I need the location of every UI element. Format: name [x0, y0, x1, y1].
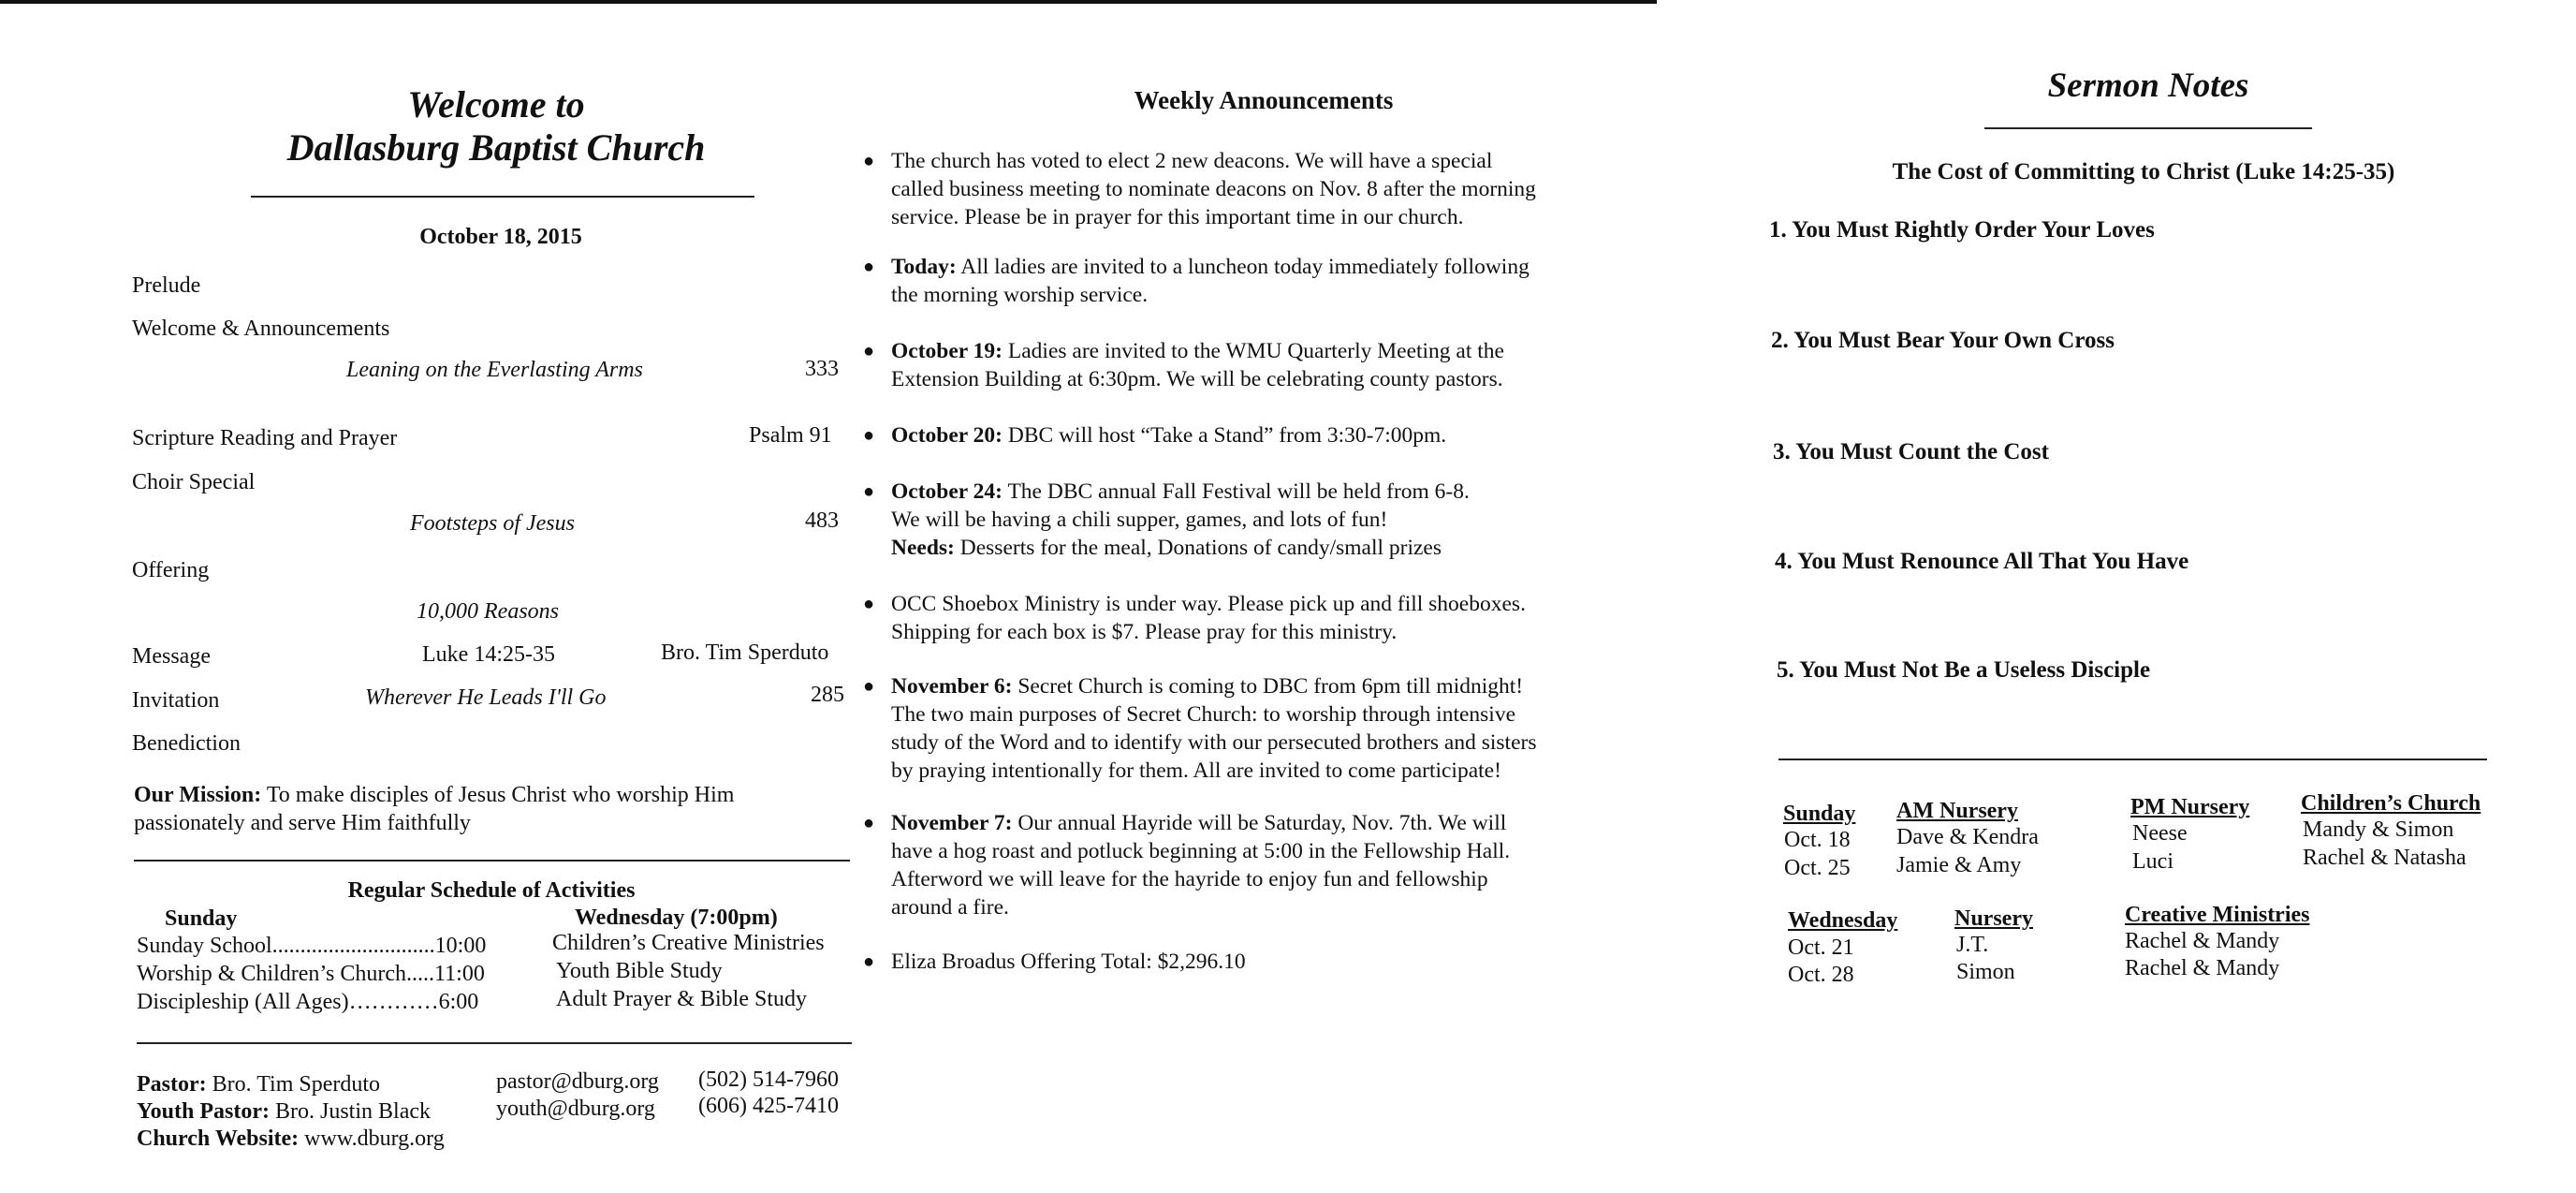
announcement-label: Today: [891, 255, 957, 279]
schedule-sunday-item: Discipleship (All Ages)…………6:00 [137, 990, 479, 1014]
title-divider [251, 196, 754, 198]
church-website: www.dburg.org [299, 1127, 445, 1151]
hymn-2-title: Footsteps of Jesus [410, 511, 575, 536]
sunday-date: Oct. 25 [1784, 856, 1851, 880]
website-line [137, 1127, 445, 1152]
schedule-sunday-item: Worship & Children’s Church.....11:00 [137, 962, 485, 986]
pm-nursery-header: PM Nursery [2130, 795, 2250, 819]
needs-text: Desserts for the meal, Donations of candy/small prizes [954, 536, 1442, 560]
pastor-label: Pastor: [137, 1072, 207, 1097]
creative-ministries-volunteer: Rachel & Mandy [2125, 956, 2280, 980]
website-label: Church Website: [137, 1127, 300, 1151]
wednesday-nursery-volunteer: J.T. [1956, 933, 1989, 957]
sermon-title-divider [1984, 127, 2312, 129]
invitation-song: Wherever He Leads I'll Go [365, 685, 607, 710]
mission-text-line1: To make disciples of Jesus Christ who worship Him [261, 783, 735, 807]
schedule-wednesday-item: Youth Bible Study [556, 959, 723, 983]
announcement-item [863, 948, 1640, 976]
welcome-title-line1: Welcome to [407, 83, 585, 125]
schedule-title: Regular Schedule of Activities [347, 878, 636, 903]
sermon-subtitle: The Cost of Committing to Christ (Luke 14:25-35) [1892, 159, 2395, 184]
bullet-icon: ● [863, 951, 875, 972]
announcement-text: Secret Church is coming to DBC from 6pm till midnight! The two main purposes of Secret Church: to worship through intensive study of the Word and to identify with our persecuted brothers and sisters by praying intentionally for them. All are invited to come participate! [891, 674, 1537, 783]
hymn-1-title: Leaning on the Everlasting Arms [346, 358, 643, 382]
pastor-email: pastor@dburg.org [496, 1069, 659, 1094]
sermon-point: 1. You Must Rightly Order Your Loves [1769, 217, 2155, 243]
bullet-icon: ● [863, 341, 875, 361]
childrens-church-volunteer: Mandy & Simon [2303, 817, 2454, 842]
order-benediction: Benediction [132, 731, 241, 756]
invitation-number: 285 [811, 683, 844, 707]
order-invitation: Invitation [132, 688, 220, 713]
sermon-point: 3. You Must Count the Cost [1773, 439, 2049, 464]
bullet-icon: ● [863, 813, 875, 833]
childrens-church-header: Children’s Church [2301, 791, 2481, 816]
announcement-text: The DBC annual Fall Festival will be held from 6-8. We will be having a chili supper, games, and lots of fun! [891, 479, 1470, 532]
announcement-item [863, 672, 1640, 785]
youth-pastor-phone: (606) 425-7410 [698, 1094, 839, 1118]
wednesday-date: Oct. 28 [1788, 963, 1854, 987]
announcement-item [863, 590, 1640, 646]
announcement-text: OCC Shoebox Ministry is under way. Please pick up and fill shoeboxes. Shipping for each box is $7. Please pray for this ministry. [891, 592, 1526, 644]
pastor-name: Bro. Tim Sperduto [206, 1072, 381, 1097]
announcement-label: November 6: [891, 674, 1013, 699]
bullet-icon: ● [863, 481, 875, 502]
announcement-label: November 7: [891, 811, 1013, 835]
pm-nursery-volunteer: Luci [2132, 849, 2174, 874]
scripture-reference: Psalm 91 [749, 423, 832, 448]
offering-song: 10,000 Reasons [417, 599, 559, 624]
message-reference: Luke 14:25-35 [422, 642, 555, 667]
bullet-icon: ● [863, 257, 875, 277]
announcement-text: The church has voted to elect 2 new deacons. We will have a special called business meeting to nominate deacons on Nov. 8 after the morning service. Please be in prayer for this important time in our church. [891, 149, 1536, 229]
schedule-sunday-header: Sunday [165, 906, 238, 931]
announcement-item [863, 809, 1640, 921]
pastor-phone: (502) 514-7960 [698, 1068, 839, 1092]
bulletin-date: October 18, 2015 [419, 225, 582, 249]
volunteers-divider [1778, 759, 2487, 760]
sermon-point: 2. You Must Bear Your Own Cross [1771, 328, 2115, 353]
pastor-line [137, 1072, 380, 1097]
schedule-sunday-item: Sunday School.............................10:00 [137, 934, 487, 958]
schedule-wednesday-item: Children’s Creative Ministries [552, 931, 825, 955]
bullet-icon: ● [863, 151, 875, 171]
youth-pastor-label: Youth Pastor: [137, 1099, 270, 1124]
mission-statement [134, 781, 734, 837]
mission-text-line2: passionately and serve Him faithfully [134, 811, 471, 835]
welcome-title-line2: Dallasburg Baptist Church [286, 126, 706, 169]
youth-pastor-line [137, 1099, 431, 1125]
am-nursery-header: AM Nursery [1896, 799, 2018, 823]
order-message: Message [132, 644, 211, 669]
message-speaker: Bro. Tim Sperduto [661, 641, 829, 665]
needs-label: Needs: [891, 536, 955, 560]
order-offering: Offering [132, 558, 210, 582]
announcement-item [863, 421, 1640, 449]
schedule-wednesday-item: Adult Prayer & Bible Study [556, 987, 807, 1011]
bullet-icon: ● [863, 676, 875, 697]
schedule-wednesday-header: Wednesday (7:00pm) [575, 906, 778, 930]
wednesday-date: Oct. 21 [1788, 935, 1854, 960]
wednesday-nursery-volunteer: Simon [1956, 960, 2015, 984]
creative-ministries-header: Creative Ministries [2125, 903, 2310, 927]
sermon-point: 5. You Must Not Be a Useless Disciple [1777, 657, 2151, 683]
schedule-divider [137, 1042, 852, 1044]
youth-pastor-email: youth@dburg.org [496, 1097, 655, 1121]
announcement-item [863, 337, 1640, 393]
youth-pastor-name: Bro. Justin Black [270, 1099, 431, 1124]
sermon-notes-title: Sermon Notes [2047, 66, 2249, 105]
bullet-icon: ● [863, 594, 875, 614]
hymn-1-number: 333 [805, 357, 839, 381]
announcement-label: October 24: [891, 479, 1003, 504]
sunday-header: Sunday [1783, 802, 1856, 826]
childrens-church-volunteer: Rachel & Natasha [2303, 846, 2466, 870]
announcements-title: Weekly Announcements [1134, 86, 1394, 114]
announcement-text: Our annual Hayride will be Saturday, Nov. 7th. We will have a hog roast and potluck beginning at 5:00 in the Fellowship Hall. Afterword we will leave for the hayride to enjoy fun and fellowship around a fire. [891, 811, 1511, 920]
announcement-label: October 19: [891, 339, 1003, 363]
bullet-icon: ● [863, 425, 875, 446]
hymn-2-number: 483 [805, 508, 839, 533]
announcement-label: October 20: [891, 423, 1003, 448]
mission-divider [134, 860, 850, 862]
creative-ministries-volunteer: Rachel & Mandy [2125, 929, 2280, 953]
wednesday-nursery-header: Nursery [1954, 906, 2033, 931]
sunday-date: Oct. 18 [1784, 828, 1851, 852]
announcement-item [863, 478, 1640, 562]
wednesday-header: Wednesday [1788, 908, 1898, 933]
pm-nursery-volunteer: Neese [2132, 821, 2188, 846]
am-nursery-volunteer: Dave & Kendra [1896, 825, 2039, 849]
announcement-text: All ladies are invited to a luncheon today immediately following the morning worship service. [891, 255, 1530, 307]
announcement-item [863, 253, 1640, 309]
order-welcome: Welcome & Announcements [132, 317, 390, 341]
top-border-line [0, 0, 1657, 4]
sermon-point: 4. You Must Renounce All That You Have [1775, 549, 2189, 574]
announcement-text: Ladies are invited to the WMU Quarterly Meeting at the Extension Building at 6:30pm. We will be celebrating county pastors. [891, 339, 1504, 391]
mission-label: Our Mission: [134, 783, 262, 807]
order-prelude: Prelude [132, 273, 201, 298]
order-choir-special: Choir Special [132, 470, 256, 494]
order-scripture: Scripture Reading and Prayer [132, 426, 398, 450]
am-nursery-volunteer: Jamie & Amy [1896, 853, 2022, 877]
announcement-text: DBC will host “Take a Stand” from 3:30-7:00pm. [1003, 423, 1447, 448]
announcement-item [863, 147, 1640, 231]
announcement-text: Eliza Broadus Offering Total: $2,296.10 [891, 950, 1246, 974]
